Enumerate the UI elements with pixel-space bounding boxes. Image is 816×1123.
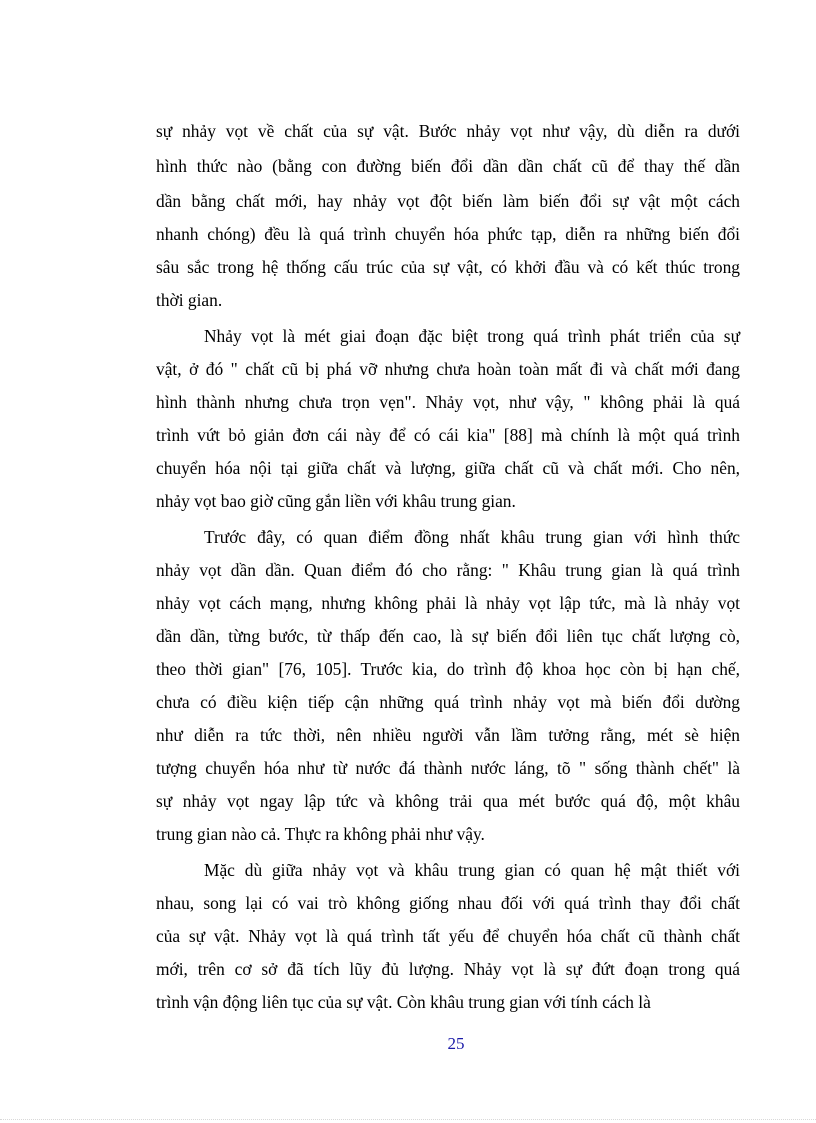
text-line: sự nhảy vọt về chất của sự vật. Bước nhảy vọt như vậy, dù diễn ra dưới — [156, 121, 740, 141]
text-line: dần bằng chất mới, hay nhảy vọt đột biến làm biến đổi sự vật một cách — [156, 191, 740, 211]
text-line: nhảy vọt dần dần. Quan điểm đó cho rằng: " Khâu trung gian là quá trình — [156, 560, 740, 580]
text-line: nhau, song lại có vai trò không giống nhau đối với quá trình thay đổi chất — [156, 893, 740, 913]
text-line: chuyển hóa nội tại giữa chất và lượng, giữa chất cũ và chất mới. Cho nên, — [156, 458, 740, 478]
paragraph-2 — [156, 320, 740, 518]
body-text — [156, 115, 740, 1019]
text-line: của sự vật. Nhảy vọt là quá trình tất yếu để chuyển hóa chất cũ thành chất — [156, 926, 740, 946]
text-line: chưa có điều kiện tiếp cận những quá trình nhảy vọt mà biến đổi dường — [156, 692, 740, 712]
text-line: trình vứt bỏ giản đơn cái này để có cái kia" [88] mà chính là một quá trình — [156, 425, 740, 445]
text-line: sự nhảy vọt ngay lập tức và không trải qua mét bước quá độ, một khâu — [156, 791, 740, 811]
text-line: nhanh chóng) đều là quá trình chuyển hóa phức tạp, diễn ra những biến đổi — [156, 224, 740, 244]
text-line: nhảy vọt bao giờ cũng gắn liền với khâu trung gian. — [156, 491, 516, 511]
text-line: vật, ở đó " chất cũ bị phá vỡ nhưng chưa hoàn toàn mất đi và chất mới đang — [156, 359, 740, 379]
text-line: nhảy vọt cách mạng, nhưng không phải là nhảy vọt lập tức, mà là nhảy vọt — [156, 593, 740, 613]
page-bottom-divider — [0, 1119, 816, 1121]
text-line: tượng chuyển hóa như từ nước đá thành nước láng, tõ " sống thành chết" là — [156, 758, 740, 778]
text-line: trình vận động liên tục của sự vật. Còn khâu trung gian với tính cách là — [156, 992, 651, 1012]
paragraph-1 — [156, 115, 740, 317]
text-line: dần dần, từng bước, từ thấp đến cao, là sự biến đổi liên tục chất lượng cò, — [156, 626, 740, 646]
text-line: Trước đây, có quan điểm đồng nhất khâu trung gian với hình thức — [204, 527, 740, 547]
text-line: hình thức nào (bằng con đường biến đổi dần dần chất cũ để thay thế dần — [156, 156, 740, 176]
page-number: 25 — [447, 1034, 465, 1053]
paragraph-3 — [156, 521, 740, 851]
text-line: Nhảy vọt là mét giai đoạn đặc biệt trong quá trình phát triển của sự — [204, 326, 740, 346]
paragraph-4 — [156, 854, 740, 1019]
text-line: trung gian nào cả. Thực ra không phải như vậy. — [156, 824, 485, 844]
text-line: sâu sắc trong hệ thống cấu trúc của sự vật, có khởi đầu và có kết thúc trong — [156, 257, 740, 277]
text-line: mới, trên cơ sở đã tích lũy đủ lượng. Nhảy vọt là sự đứt đoạn trong quá — [156, 959, 740, 979]
text-line: Mặc dù giữa nhảy vọt và khâu trung gian có quan hệ mật thiết với — [204, 860, 740, 880]
text-line: hình thành nhưng chưa trọn vẹn". Nhảy vọt, như vậy, " không phải là quá — [156, 392, 740, 412]
text-line: như diễn ra tức thời, nên nhiều người vẫn lầm tưởng rằng, mét sè hiện — [156, 725, 740, 745]
text-line: thời gian. — [156, 290, 223, 310]
text-line: theo thời gian" [76, 105]. Trước kia, do trình độ khoa học còn bị hạn chế, — [156, 659, 740, 679]
